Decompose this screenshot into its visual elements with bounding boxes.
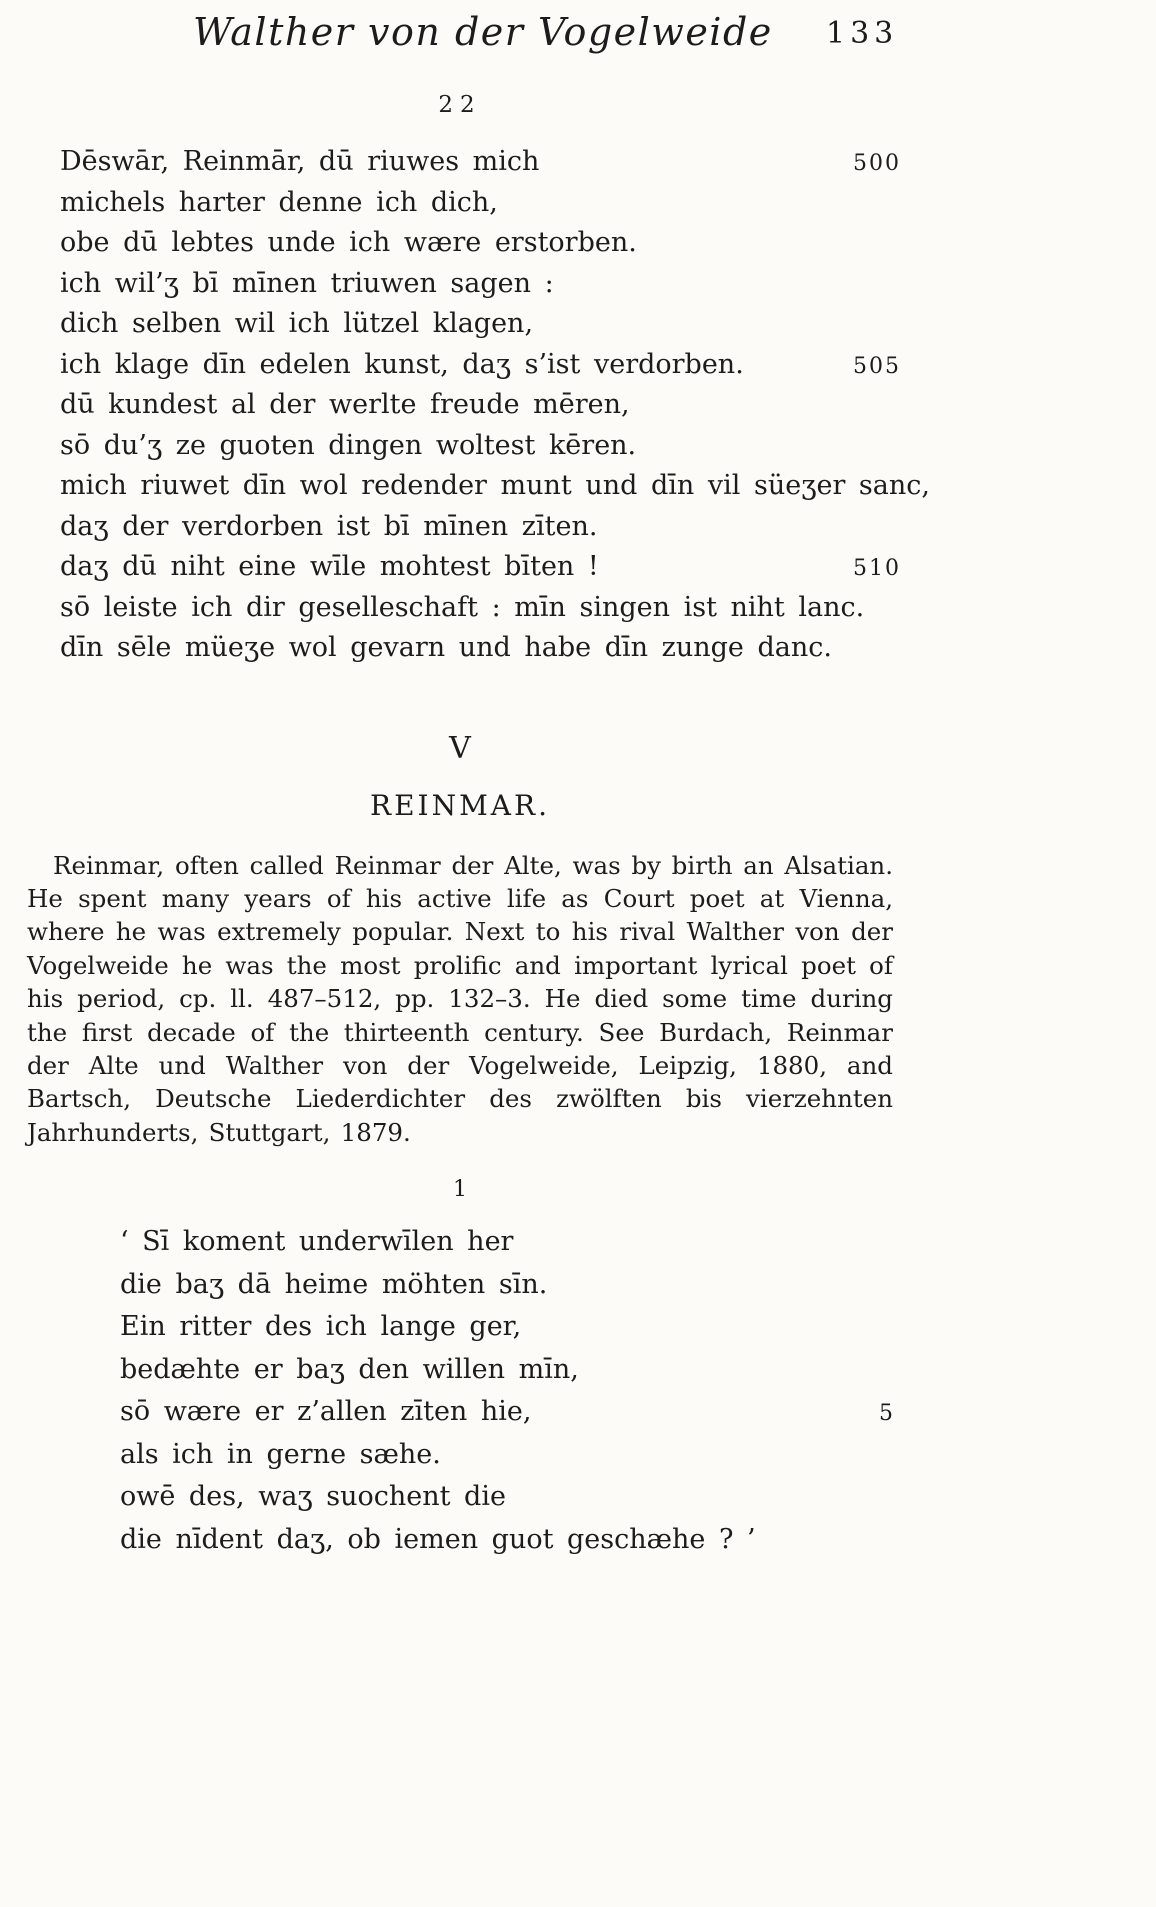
poem-line	[120, 1519, 1156, 1562]
section-v-title: REINMAR.	[370, 788, 550, 822]
poem-line-text: owē des, waʒ suochent die	[120, 1481, 506, 1513]
poem-line	[120, 1264, 1156, 1307]
marginal-line-number: 5	[879, 1401, 895, 1427]
poem-line-text: ich klage dīn edelen kunst, daʒ s’ist verdorben.	[60, 348, 744, 380]
poem-line-text: mich riuwet dīn wol redender munt und dīn vil süeʒer sanc,	[60, 470, 930, 501]
poem-line	[120, 1391, 1156, 1434]
poem-line-text: die baʒ dā heime möhten sīn.	[120, 1268, 548, 1300]
poem-1	[120, 1221, 1156, 1561]
poem-line-text: sō du’ʒ ze guoten dingen woltest kēren.	[60, 429, 637, 461]
marginal-line-number: 510	[853, 556, 901, 581]
page-number: 133	[826, 16, 899, 51]
poem-line	[60, 507, 1156, 548]
poem-22-section-number: 22	[438, 92, 482, 118]
poem-line	[60, 223, 1156, 264]
poem-line-text: ich wil’ʒ bī mīnen triuwen sagen :	[60, 267, 554, 299]
poem-line-text: daʒ der verdorben ist bī mīnen zīten.	[60, 510, 598, 542]
poem-1-section-number: 1	[453, 1177, 467, 1203]
poem-line-text: daʒ dū niht eine wīle mohtest bīten !	[60, 551, 599, 582]
poem-line	[60, 426, 1156, 467]
poem-line	[60, 628, 1156, 669]
poem-line	[60, 547, 1156, 588]
poem-line-text: als ich in gerne sæhe.	[120, 1438, 441, 1470]
poem-line-text: bedæhte er baʒ den willen mīn,	[120, 1353, 579, 1385]
marginal-line-number: 505	[853, 353, 901, 379]
marginal-line-number: 500	[853, 151, 901, 176]
poem-line-text: dū kundest al der werlte freude mēren,	[60, 389, 630, 420]
poem-line	[60, 385, 1156, 426]
poem-line	[60, 183, 1156, 224]
poem-line-text: ‘ Sī koment underwīlen her	[120, 1226, 514, 1258]
poem-line-text: sō leiste ich dir geselleschaft : mīn singen ist niht lanc.	[60, 591, 865, 623]
poem-line-text: dich selben wil ich lützel klagen,	[60, 308, 534, 339]
poem-line	[60, 142, 1156, 183]
poem-22	[60, 142, 1156, 669]
poem-line	[120, 1476, 1156, 1519]
poem-line-text: sō wære er z’allen zīten hie,	[120, 1396, 532, 1428]
poem-line-text: die nīdent daʒ, ob iemen guot geschæhe ? ’	[120, 1523, 756, 1555]
poem-line	[120, 1349, 1156, 1392]
poem-line	[60, 345, 1156, 386]
poem-line	[120, 1434, 1156, 1477]
poem-line	[120, 1306, 1156, 1349]
poem-line	[120, 1221, 1156, 1264]
section-v-numeral: V	[449, 730, 471, 766]
poem-line-text: Ein ritter des ich lange ger,	[120, 1311, 522, 1343]
poem-line	[60, 466, 1156, 507]
poem-line	[60, 304, 1156, 345]
poem-line-text: obe dū lebtes unde ich wære erstorben.	[60, 227, 637, 258]
poem-line-text: dīn sēle müeʒe wol gevarn und habe dīn zunge danc.	[60, 632, 832, 663]
page-header	[0, 10, 1156, 66]
poem-line-text: michels harter denne ich dich,	[60, 186, 498, 218]
poem-line	[60, 588, 1156, 629]
poem-line	[60, 264, 1156, 305]
prose-paragraph: Reinmar, often called Reinmar der Alte, was by birth an Alsatian. He spent many years of his active life as Court poet at Vienna, where he was extremely popular. Next to his rival Walther von der Vogelweide he was the most prolific and important lyrical poet of his period, cp. ll. 487–512, pp. 132–3. He died some time during the first decade of the thirteenth century. See Burdach, Reinmar der Alte und Walther von der Vogelweide, Leipzig, 1880, and Bartsch, Deutsche Liederdichter des zwölften bis vierzehnten Jahrhunderts, Stuttgart, 1879.	[27, 850, 893, 1147]
running-title: Walther von der Vogelweide	[193, 10, 773, 54]
poem-line-text: Dēswār, Reinmār, dū riuwes mich	[60, 146, 540, 177]
